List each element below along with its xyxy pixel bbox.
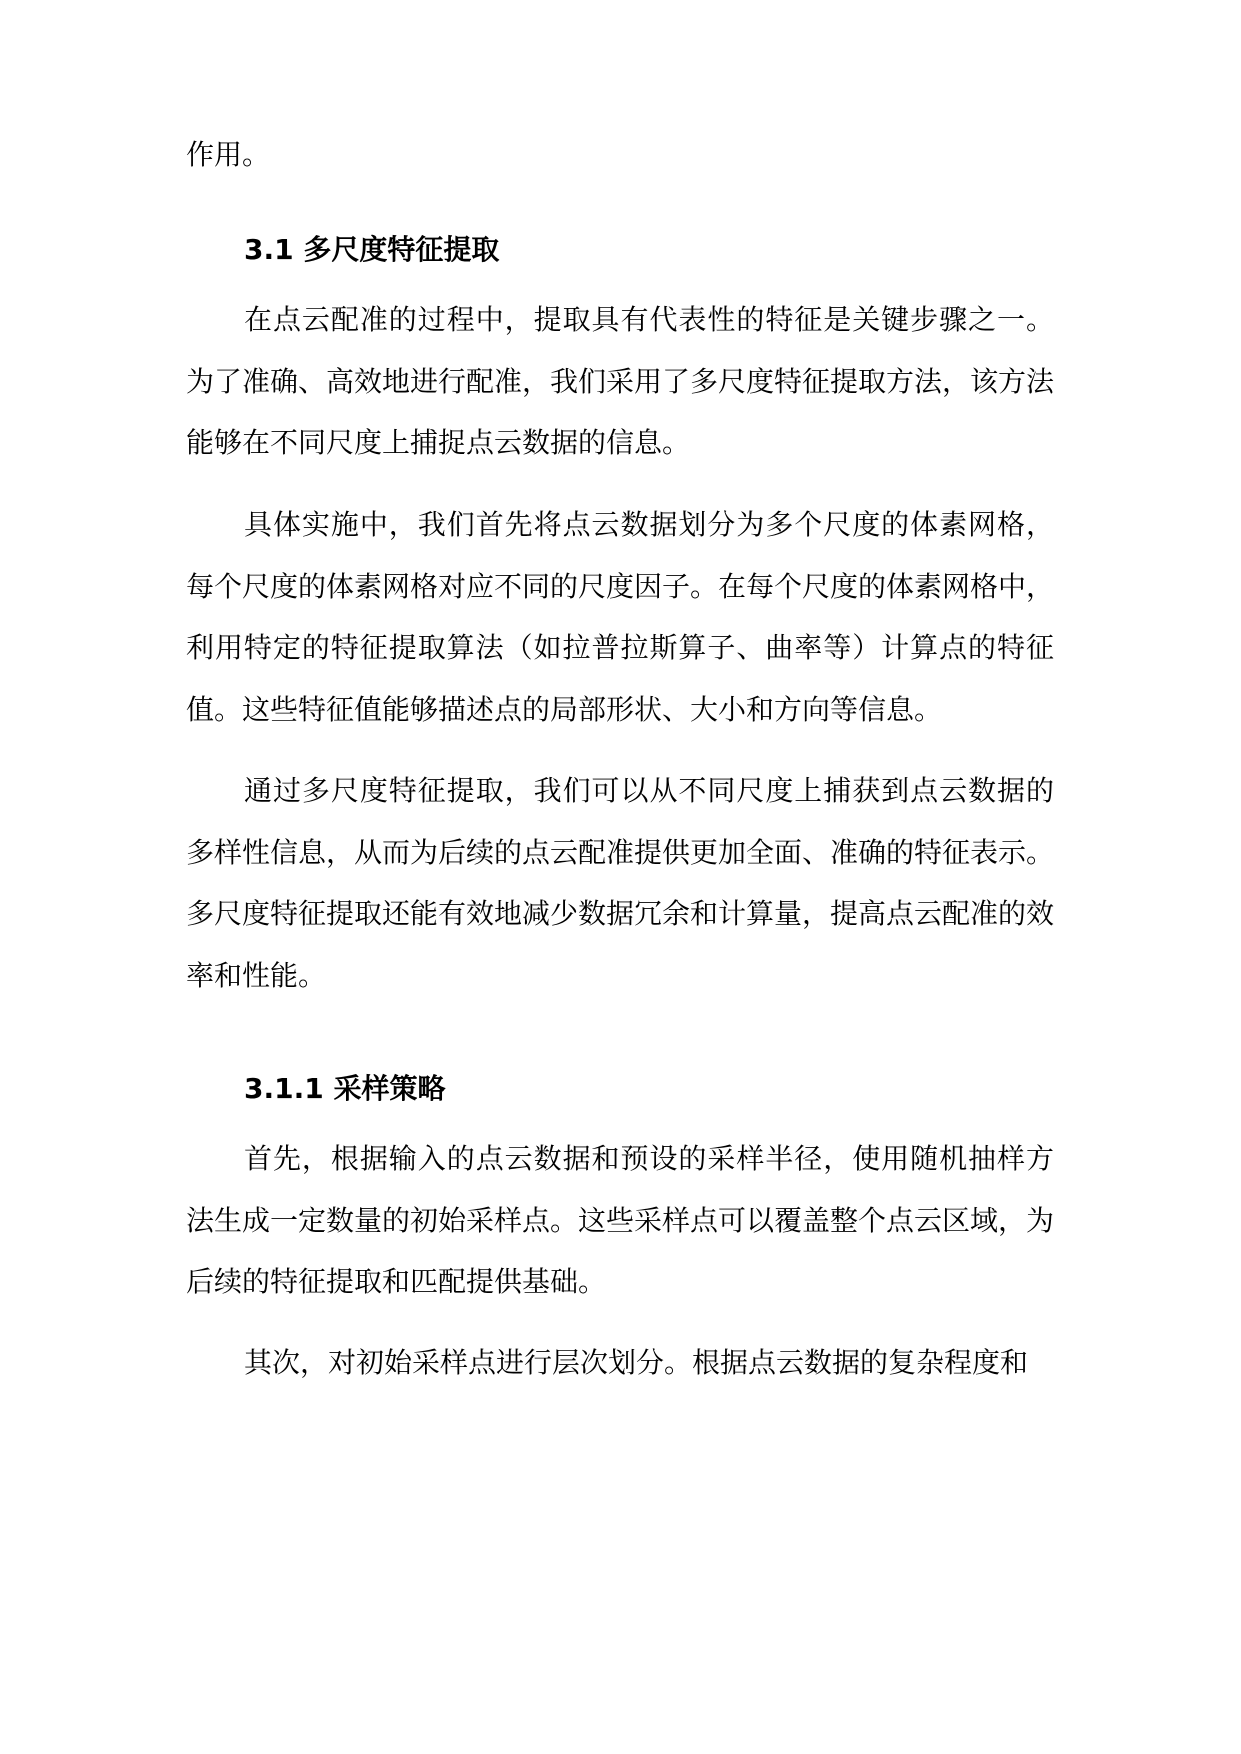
intro-tail-paragraph <box>186 124 1054 186</box>
section-3-1-1-paragraph-1: 首先，根据输入的点云数据和预设的采样半径，使用随机抽样方法生成一定数量的初始采样点。这些采样点可以覆盖整个点云区域，为后续的特征提取和匹配提供基础。 <box>186 1142 1055 1298</box>
section-3-1-paragraph-2: 具体实施中，我们首先将点云数据划分为多个尺度的体素网格，每个尺度的体素网格对应不同的尺度因子。在每个尺度的体素网格中，利用特定的特征提取算法（如拉普拉斯算子、曲率等）计算点的特征值。这些特征值能够描述点的局部形状、大小和方向等信息。 <box>186 508 1055 726</box>
section-3-1-1-paragraph-2: 其次，对初始采样点进行层次划分。根据点云数据的复杂程度和 <box>244 1346 1029 1379</box>
section-3-1-heading: 3.1 多尺度特征提取 <box>244 233 500 266</box>
section-3-1-paragraph-1: 在点云配准的过程中，提取具有代表性的特征是关键步骤之一。为了准确、高效地进行配准，我们采用了多尺度特征提取方法，该方法能够在不同尺度上捕捉点云数据的信息。 <box>186 303 1055 459</box>
section-3-1-paragraph-3: 通过多尺度特征提取，我们可以从不同尺度上捕获到点云数据的多样性信息，从而为后续的点云配准提供更加全面、准确的特征表示。多尺度特征提取还能有效地减少数据冗余和计算量，提高点云配准的效率和性能。 <box>186 774 1055 992</box>
intro-tail-text: 作用。 <box>186 138 271 171</box>
section-3-1-1-heading: 3.1.1 采样策略 <box>244 1072 446 1105</box>
